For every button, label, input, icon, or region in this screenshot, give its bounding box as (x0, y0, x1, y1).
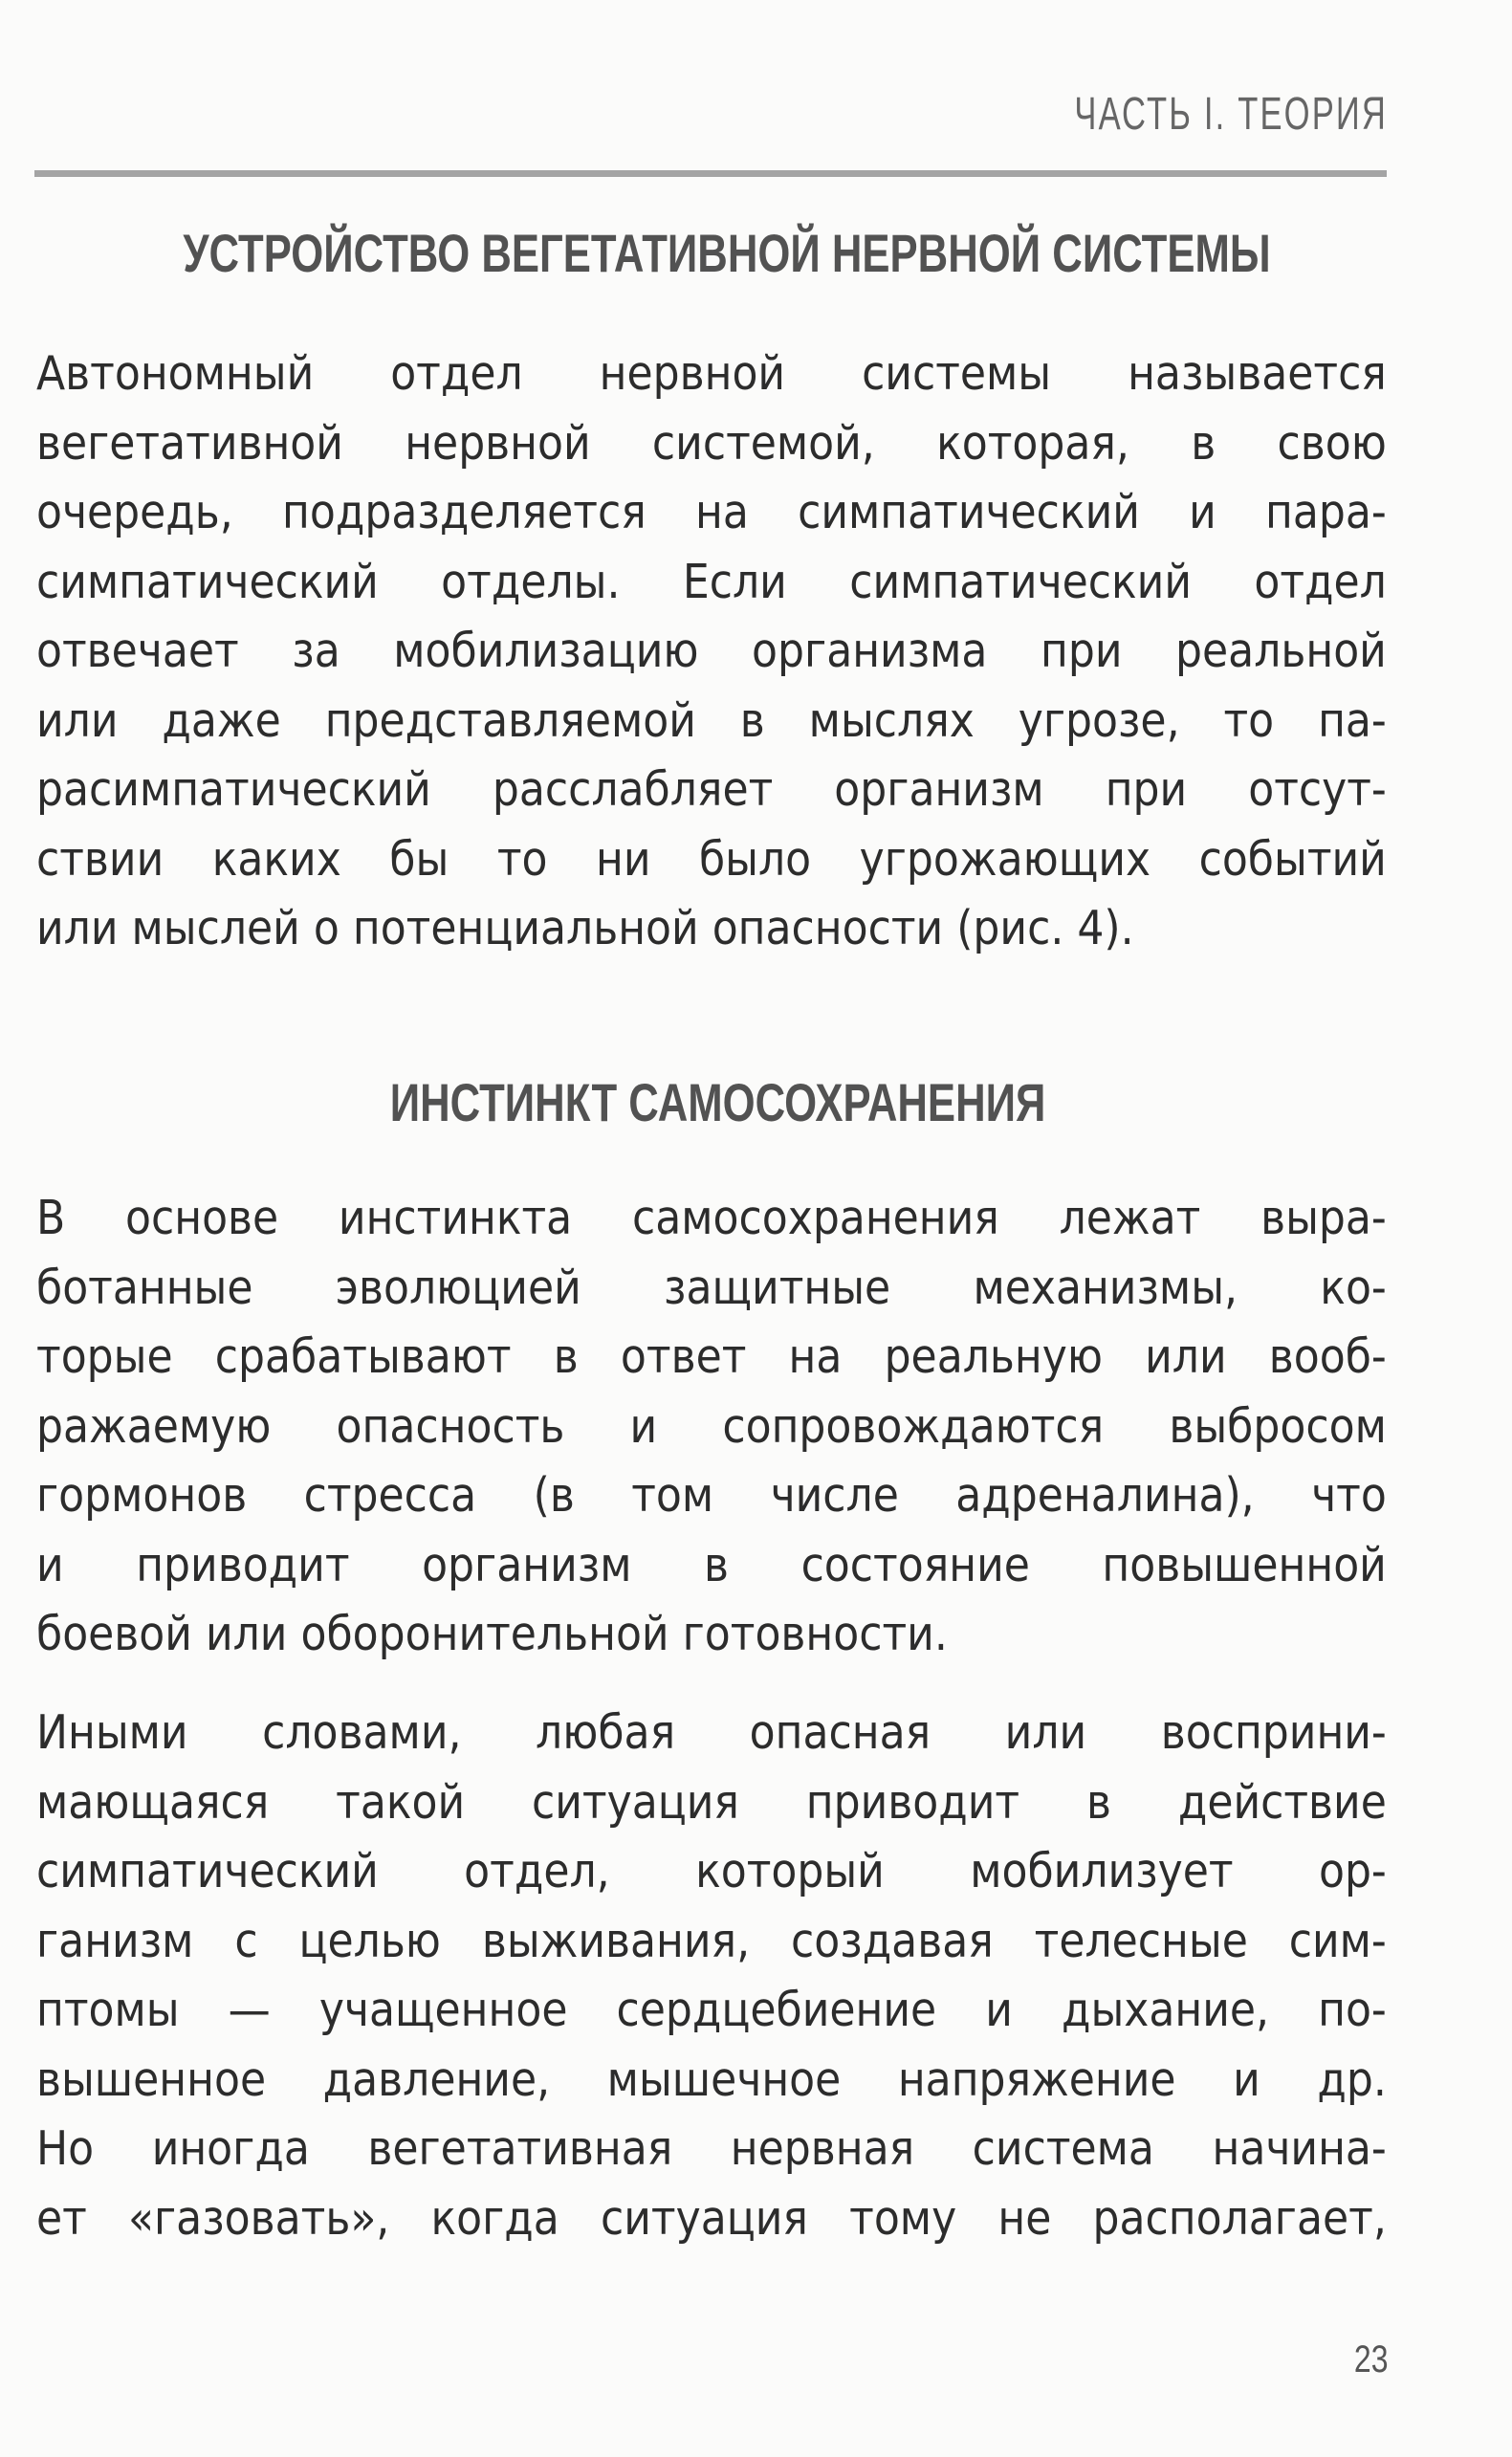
text-line: Иными словами, любая опасная или восприни- (36, 1705, 1387, 1760)
text-line: ботанные эволюцией защитные механизмы, ко- (36, 1260, 1387, 1315)
text-line: птомы — учащенное сердцебиение и дыхание, по- (36, 1983, 1387, 2037)
text-line: очередь, подразделяется на симпатический и пара- (36, 485, 1387, 539)
text-line: ствии каких бы то ни было угрожающих событий (36, 831, 1387, 887)
header-rule (34, 170, 1387, 177)
page-number: 23 (1353, 2338, 1388, 2380)
text-line: Автономный отдел нервной системы называется (36, 346, 1387, 401)
text-line: и приводит организм в состояние повышенной (36, 1537, 1387, 1592)
section-heading-text: ИНСТИНКТ САМОСОХРАНЕНИЯ (389, 1072, 1046, 1132)
text-line: боевой или оборонительной готовности. (36, 1607, 948, 1661)
text-line: вышенное давление, мышечное напряжение и др. (36, 2051, 1387, 2107)
text-line: мающаяся такой ситуация приводит в действие (36, 1774, 1387, 1830)
text-line: отвечает за мобилизацию организма при реальной (36, 624, 1387, 678)
text-line: или даже представляемой в мыслях угрозе, то па- (36, 692, 1387, 748)
section-heading-text: УСТРОЙСТВО ВЕГЕТАТИВНОЙ НЕРВНОЙ СИСТЕМЫ (183, 223, 1272, 283)
text-line: гормонов стресса (в том числе адреналина), что (36, 1468, 1387, 1523)
text-line: Но иногда вегетативная нервная система начина- (36, 2121, 1387, 2176)
text-line: расимпатический расслабляет организм при отсут- (36, 762, 1387, 817)
paragraph-autonomic-intro (36, 340, 1387, 964)
text-line: ражаемую опасность и сопровождаются выбросом (36, 1398, 1387, 1454)
text-line: симпатический отдел, который мобилизует ор- (36, 1844, 1387, 1898)
text-line: вегетативной нервной системой, которая, в свою (36, 415, 1387, 471)
running-head: ЧАСТЬ I. ТЕОРИЯ (1074, 89, 1388, 140)
text-line: симпатический отделы. Если симпатический отдел (36, 554, 1387, 609)
text-line: торые срабатывают в ответ на реальную или вооб- (36, 1329, 1387, 1384)
section-heading-self-preservation (0, 1071, 1474, 1133)
paragraph-sympathetic-response (36, 1699, 1387, 2253)
text-line: ганизм с целью выживания, создавая телесные сим- (36, 1913, 1387, 1968)
text-line: ет «газовать», когда ситуация тому не располагает, (36, 2190, 1387, 2246)
paragraph-self-preservation (36, 1184, 1387, 1670)
text-line: В основе инстинкта самосохранения лежат выра- (36, 1191, 1387, 1245)
text-line: или мыслей о потенциальной опасности (рис. 4). (36, 901, 1134, 955)
section-heading-autonomic-nervous-system (0, 222, 1483, 284)
